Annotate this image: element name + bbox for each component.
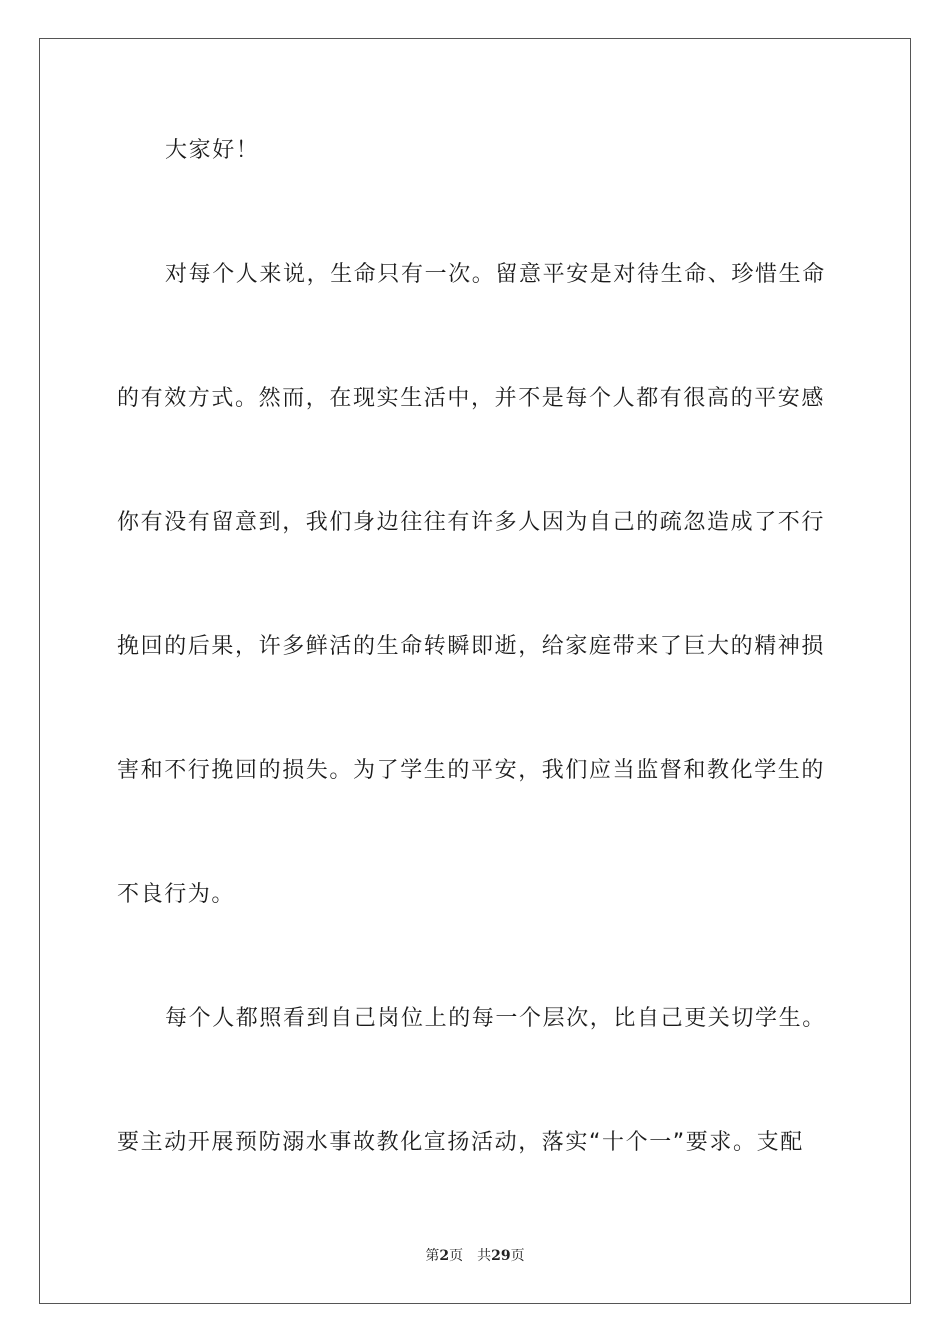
paragraph-line-5: 害和不行挽回的损失。为了学生的平安，我们应当监督和教化学生的 [117,758,826,783]
paragraph-line-8: 要主动开展预防溺水事故教化宣扬活动，落实“十个一”要求。支配 [117,1130,804,1155]
paragraph-line-2: 的有效方式。然而，在现实生活中，并不是每个人都有很高的平安感 [117,386,826,411]
total-prefix: 共 [477,1248,492,1264]
page-number: 2 [439,1248,450,1264]
page-border [39,38,911,1304]
paragraph-line-1: 对每个人来说，生命只有一次。留意平安是对待生命、珍惜生命 [165,262,826,287]
greeting-line: 大家好！ [165,138,260,163]
page-prefix: 第 [425,1248,440,1264]
paragraph-line-4: 挽回的后果，许多鲜活的生命转瞬即逝，给家庭带来了巨大的精神损 [117,634,826,659]
total-pages: 29 [491,1248,511,1264]
paragraph-line-7: 每个人都照看到自己岗位上的每一个层次，比自己更关切学生。 [165,1006,826,1031]
page-footer [0,1246,950,1266]
page-suffix: 页 [449,1248,464,1264]
paragraph-line-3: 你有没有留意到，我们身边往往有许多人因为自己的疏忽造成了不行 [117,510,826,535]
total-suffix: 页 [510,1248,525,1264]
paragraph-line-6: 不良行为。 [117,882,236,907]
